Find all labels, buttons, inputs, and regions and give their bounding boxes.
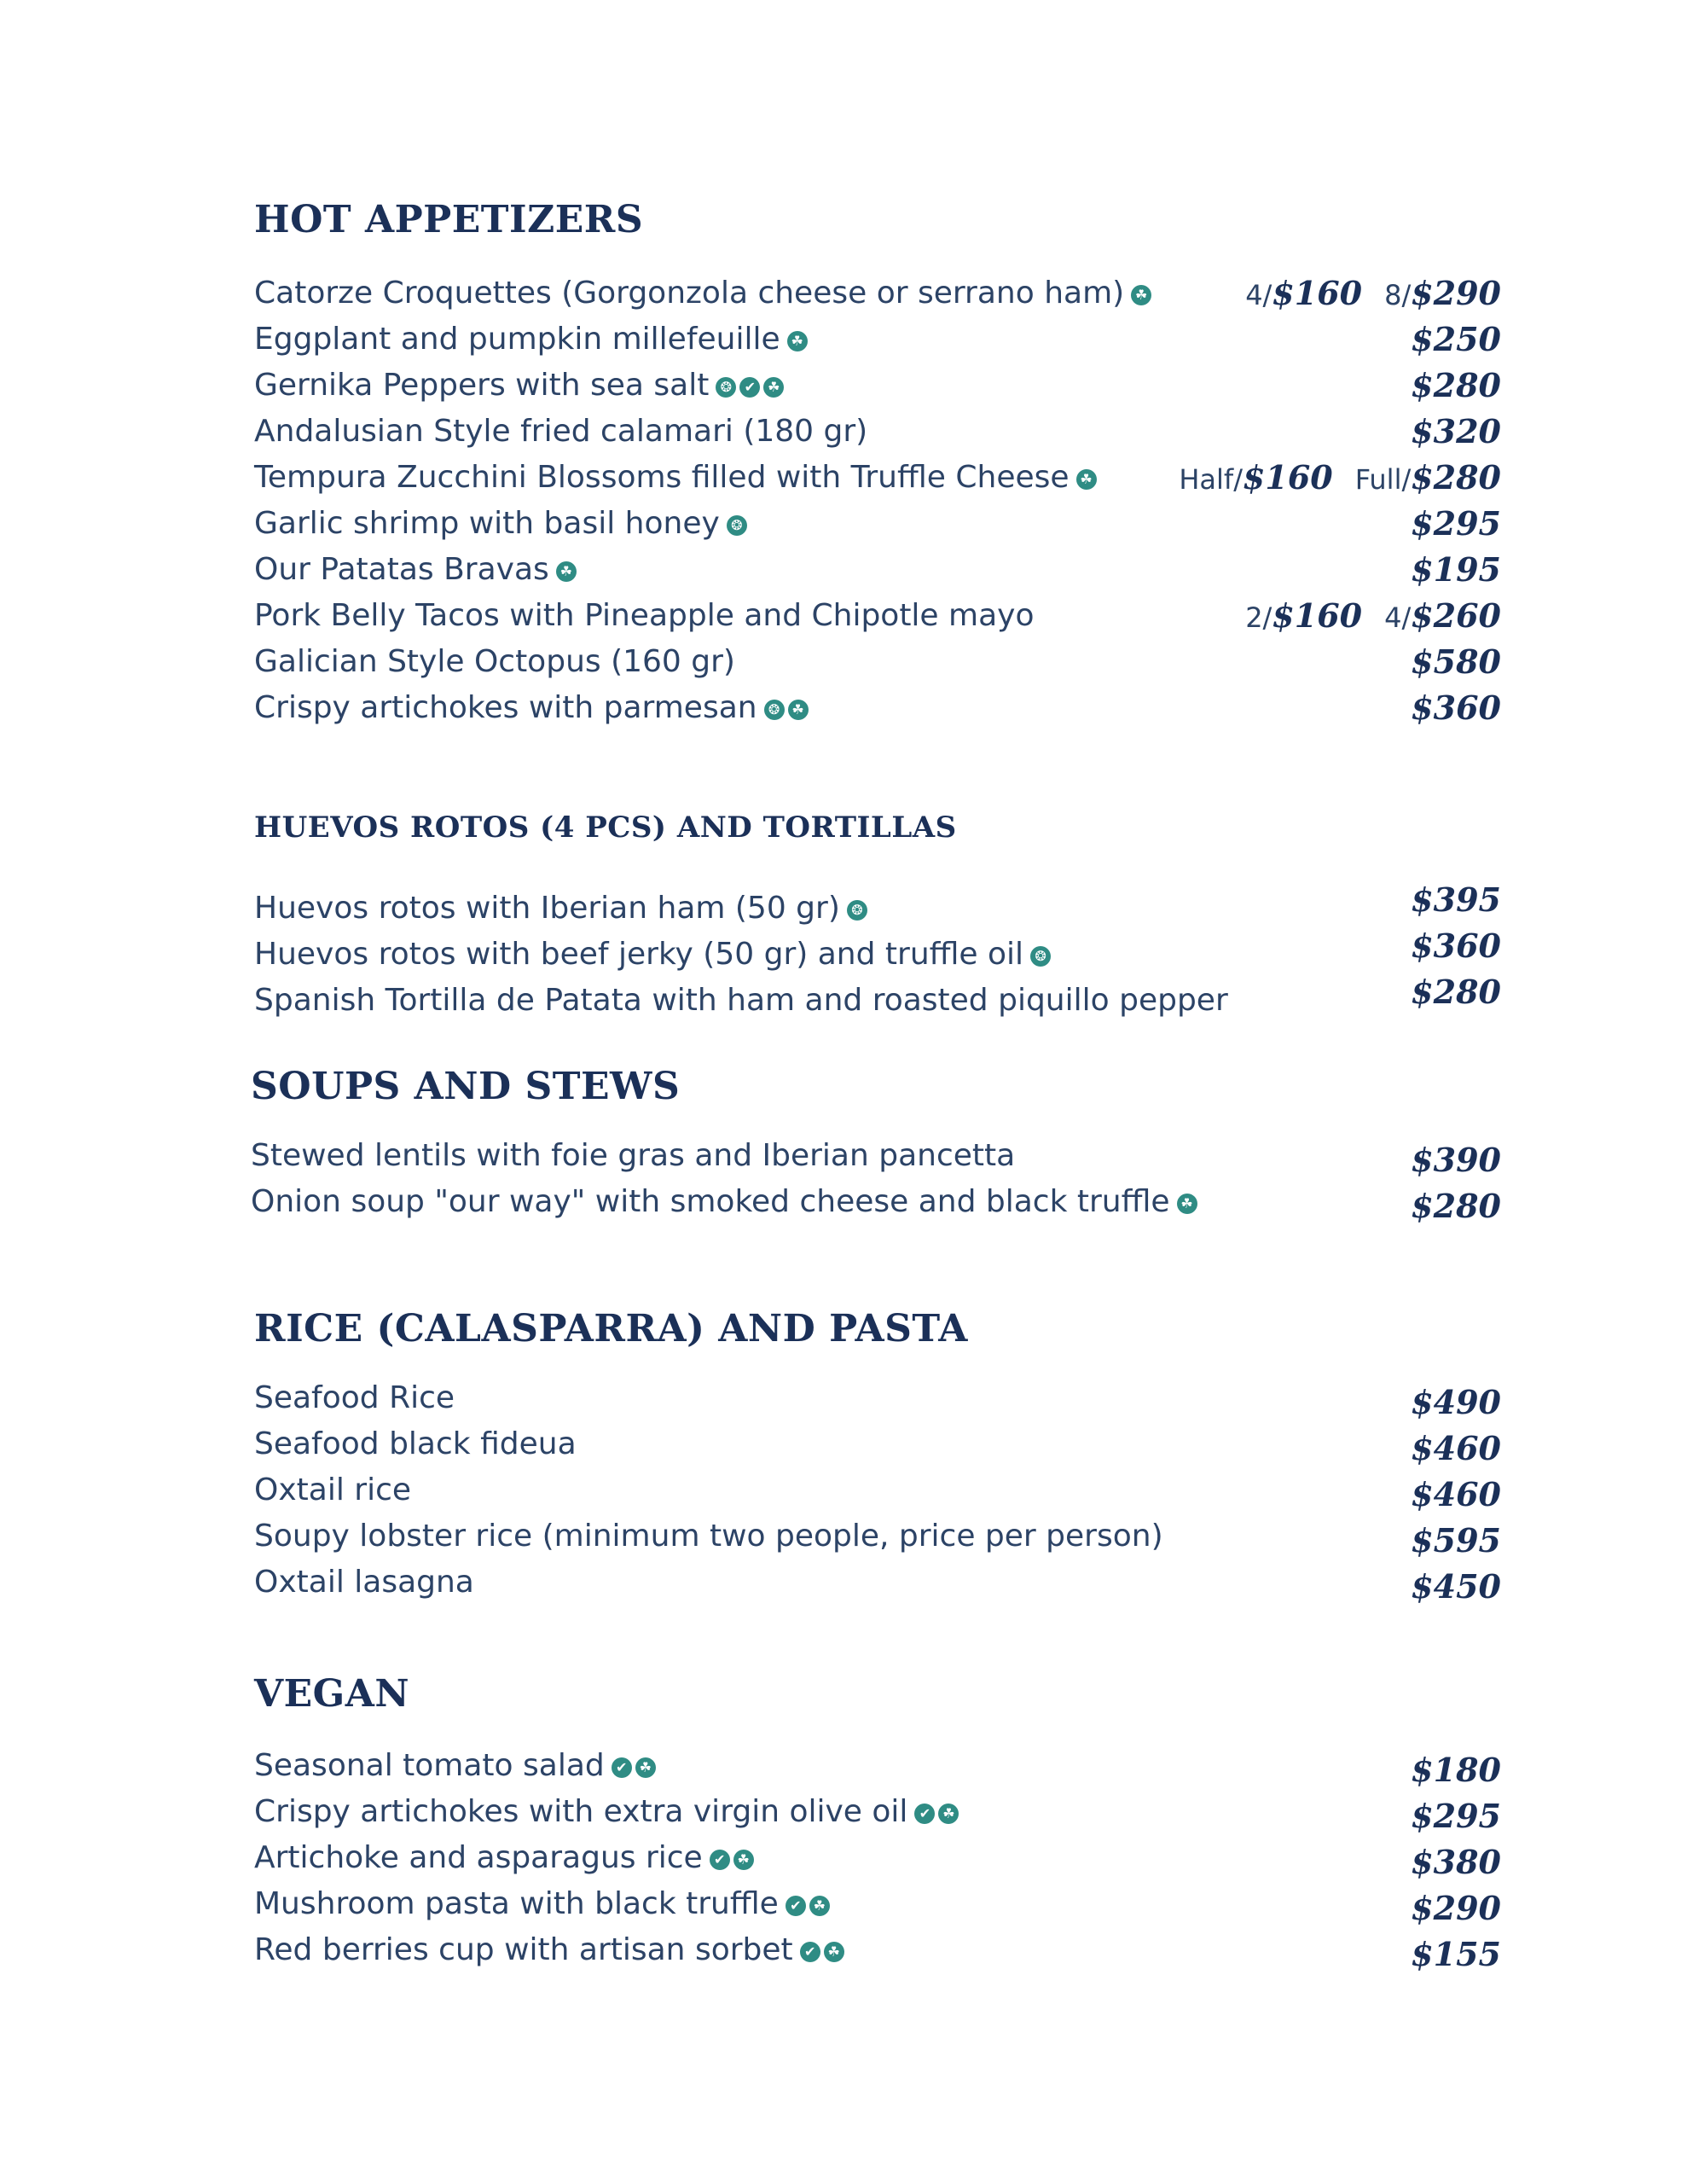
price-value: $295 — [1411, 504, 1501, 543]
menu-item-name: Oxtail lasagna — [254, 1565, 474, 1600]
menu-item-name: Artichoke and asparagus rice — [254, 1840, 703, 1875]
price-value: $160 — [1272, 274, 1363, 312]
menu-item-name: Catorze Croquettes (Gorgonzola cheese or serrano ham) — [254, 276, 1125, 311]
menu-item — [254, 982, 1228, 1019]
diet-badges — [553, 552, 577, 590]
vegetarian-icon: ☘ — [938, 1804, 959, 1824]
menu-item — [254, 1564, 474, 1601]
price-value: $280 — [1411, 458, 1501, 497]
menu-item-price — [1411, 1936, 1501, 1973]
menu-item — [254, 1518, 1163, 1555]
menu-item-name: Huevos rotos with beef jerky (50 gr) and truffle oil — [254, 937, 1024, 972]
menu-item-price — [1411, 321, 1501, 358]
menu-item-price — [1411, 1522, 1501, 1560]
menu-item-price — [1411, 1476, 1501, 1513]
gluten-free-icon: ❂ — [716, 377, 736, 398]
menu-item-name: Seafood Rice — [254, 1380, 455, 1415]
gluten-free-icon: ❂ — [764, 700, 785, 720]
price-value: $155 — [1411, 1935, 1501, 1973]
menu-item — [254, 367, 784, 404]
price-value: $250 — [1411, 320, 1501, 358]
diet-badges — [1073, 460, 1097, 497]
price-value: $360 — [1411, 688, 1501, 727]
menu-item — [254, 459, 1097, 497]
portion-label: 4/ — [1384, 601, 1412, 634]
menu-item — [254, 1380, 455, 1417]
price-value: $460 — [1411, 1475, 1501, 1513]
menu-item — [254, 1747, 656, 1785]
diet-badges — [761, 690, 809, 728]
price-value: $290 — [1411, 274, 1501, 312]
diet-badges — [706, 1840, 754, 1878]
menu-item-name: Eggplant and pumpkin millefeuille — [254, 322, 780, 357]
menu-item-name: Oxtail rice — [254, 1472, 412, 1507]
menu-item-name: Mushroom pasta with black truffle — [254, 1886, 779, 1921]
menu-item-name: Stewed lentils with foie gras and Iberian pancetta — [251, 1138, 1016, 1173]
menu-item-name: Seasonal tomato salad — [254, 1748, 605, 1783]
menu-item-name: Galician Style Octopus (160 gr) — [254, 644, 735, 679]
price-value: $580 — [1411, 642, 1501, 681]
vegetarian-icon: ☘ — [1131, 285, 1151, 305]
menu-item-price — [1411, 505, 1501, 543]
menu-item-price — [1245, 597, 1501, 635]
menu-item-name: Spanish Tortilla de Patata with ham and roasted piquillo pepper — [254, 983, 1228, 1018]
menu-item — [254, 275, 1151, 312]
menu-item-name: Andalusian Style fried calamari (180 gr) — [254, 414, 868, 449]
menu-item-price — [1411, 1890, 1501, 1927]
vegetarian-icon: ☘ — [635, 1757, 656, 1778]
menu-item — [254, 413, 867, 450]
price-value: $595 — [1411, 1521, 1501, 1560]
vegetarian-icon: ☘ — [763, 377, 784, 398]
menu-item — [254, 1426, 577, 1463]
menu-item-price — [1411, 1384, 1501, 1421]
section-title: VEGAN — [254, 1672, 410, 1716]
menu-item-price — [1411, 1751, 1501, 1789]
price-value: $160 — [1272, 596, 1363, 635]
price-value: $280 — [1411, 973, 1501, 1011]
menu-item — [254, 1931, 844, 1969]
vegan-icon: ✔ — [612, 1757, 632, 1778]
menu-item-price — [1179, 459, 1501, 497]
menu-item — [254, 936, 1051, 973]
vegetarian-icon: ☘ — [788, 700, 809, 720]
section-title: HUEVOS ROTOS (4 PCS) AND TORTILLAS — [254, 810, 957, 845]
vegetarian-icon: ☘ — [556, 561, 577, 582]
menu-item-price — [1411, 1844, 1501, 1881]
price-value: $180 — [1411, 1751, 1501, 1789]
gluten-free-icon: ❂ — [1030, 946, 1051, 967]
price-value: $195 — [1411, 550, 1501, 589]
menu-item-price — [1411, 927, 1501, 965]
vegan-icon: ✔ — [786, 1896, 806, 1916]
portion-label: 2/ — [1245, 601, 1272, 634]
menu-item-price — [1411, 413, 1501, 450]
section-title: SOUPS AND STEWS — [251, 1065, 681, 1108]
menu-item — [254, 643, 735, 681]
price-value: $450 — [1411, 1567, 1501, 1606]
vegan-icon: ✔ — [914, 1804, 935, 1824]
vegan-icon: ✔ — [800, 1942, 820, 1962]
price-value: $390 — [1411, 1141, 1501, 1179]
menu-item — [254, 1472, 411, 1509]
menu-item-price — [1411, 1141, 1501, 1179]
menu-item-price — [1411, 643, 1501, 681]
diet-badges — [723, 506, 747, 543]
menu-item — [254, 505, 747, 543]
menu-item-price — [1411, 1798, 1501, 1835]
price-value: $490 — [1411, 1383, 1501, 1421]
vegetarian-icon: ☘ — [824, 1942, 844, 1962]
diet-badges — [1027, 937, 1051, 974]
menu-item-price — [1411, 1568, 1501, 1606]
section-title: RICE (CALASPARRA) AND PASTA — [254, 1307, 968, 1350]
menu-item-name: Soupy lobster rice (minimum two people, price per person) — [254, 1519, 1163, 1554]
vegan-icon: ✔ — [710, 1850, 730, 1870]
menu-item — [254, 1885, 830, 1923]
menu-item-name: Garlic shrimp with basil honey — [254, 506, 720, 541]
menu-item — [254, 1793, 959, 1831]
diet-badges — [712, 368, 784, 405]
menu-item-name: Our Patatas Bravas — [254, 552, 549, 587]
menu-item-name: Tempura Zucchini Blossoms filled with Truffle Cheese — [254, 460, 1070, 495]
diet-badges — [1128, 276, 1151, 313]
diet-badges — [911, 1794, 959, 1832]
menu-item-price — [1411, 689, 1501, 727]
menu-item — [254, 689, 809, 727]
vegetarian-icon: ☘ — [787, 331, 808, 351]
portion-label: Full/ — [1354, 463, 1412, 496]
price-value: $320 — [1411, 412, 1501, 450]
menu-item — [254, 890, 867, 927]
menu-item-name: Onion soup "our way" with smoked cheese and black truffle — [251, 1184, 1170, 1219]
section-title: HOT APPETIZERS — [254, 198, 644, 241]
price-value: $160 — [1242, 458, 1333, 497]
menu-item-name: Crispy artichokes with extra virgin olive oil — [254, 1794, 908, 1829]
menu-item-name: Huevos rotos with Iberian ham (50 gr) — [254, 891, 840, 926]
diet-badges — [844, 891, 867, 928]
vegetarian-icon: ☘ — [1177, 1194, 1197, 1214]
price-value: $360 — [1411, 926, 1501, 965]
price-value: $280 — [1411, 366, 1501, 404]
menu-item-name: Red berries cup with artisan sorbet — [254, 1932, 793, 1967]
menu-item — [254, 1839, 754, 1877]
portion-label: 4/ — [1245, 279, 1272, 311]
vegetarian-icon: ☘ — [733, 1850, 754, 1870]
price-value: $395 — [1411, 880, 1501, 919]
price-value: $290 — [1411, 1889, 1501, 1927]
diet-badges — [797, 1932, 844, 1970]
vegan-icon: ✔ — [739, 377, 760, 398]
price-value: $280 — [1411, 1187, 1501, 1225]
vegetarian-icon: ☘ — [1076, 469, 1097, 490]
menu-item-price — [1411, 367, 1501, 404]
portion-label: 8/ — [1384, 279, 1412, 311]
diet-badges — [1174, 1184, 1197, 1222]
menu-item-price — [1411, 1188, 1501, 1225]
price-value: $295 — [1411, 1797, 1501, 1835]
menu-item-price — [1411, 551, 1501, 589]
menu-item-price — [1411, 1430, 1501, 1467]
diet-badges — [782, 1886, 830, 1924]
menu-item — [251, 1137, 1015, 1175]
price-value: $460 — [1411, 1429, 1501, 1467]
diet-badges — [784, 322, 808, 359]
menu-item — [254, 321, 808, 358]
portion-label: Half/ — [1179, 463, 1243, 496]
menu-item-price — [1411, 881, 1501, 919]
menu-item-name: Crispy artichokes with parmesan — [254, 690, 757, 725]
diet-badges — [608, 1748, 656, 1786]
menu-item-name: Gernika Peppers with sea salt — [254, 368, 710, 403]
price-value: $260 — [1411, 596, 1501, 635]
menu-item-name: Pork Belly Tacos with Pineapple and Chipotle mayo — [254, 598, 1035, 633]
menu-item-price — [1411, 973, 1501, 1011]
menu-item-name: Seafood black fideua — [254, 1426, 577, 1461]
price-value: $380 — [1411, 1843, 1501, 1881]
menu-item — [251, 1183, 1197, 1221]
menu-item-price — [1245, 275, 1501, 312]
menu-item — [254, 551, 577, 589]
menu-item — [254, 597, 1034, 635]
gluten-free-icon: ❂ — [847, 900, 867, 921]
vegetarian-icon: ☘ — [809, 1896, 830, 1916]
gluten-free-icon: ❂ — [727, 515, 747, 536]
